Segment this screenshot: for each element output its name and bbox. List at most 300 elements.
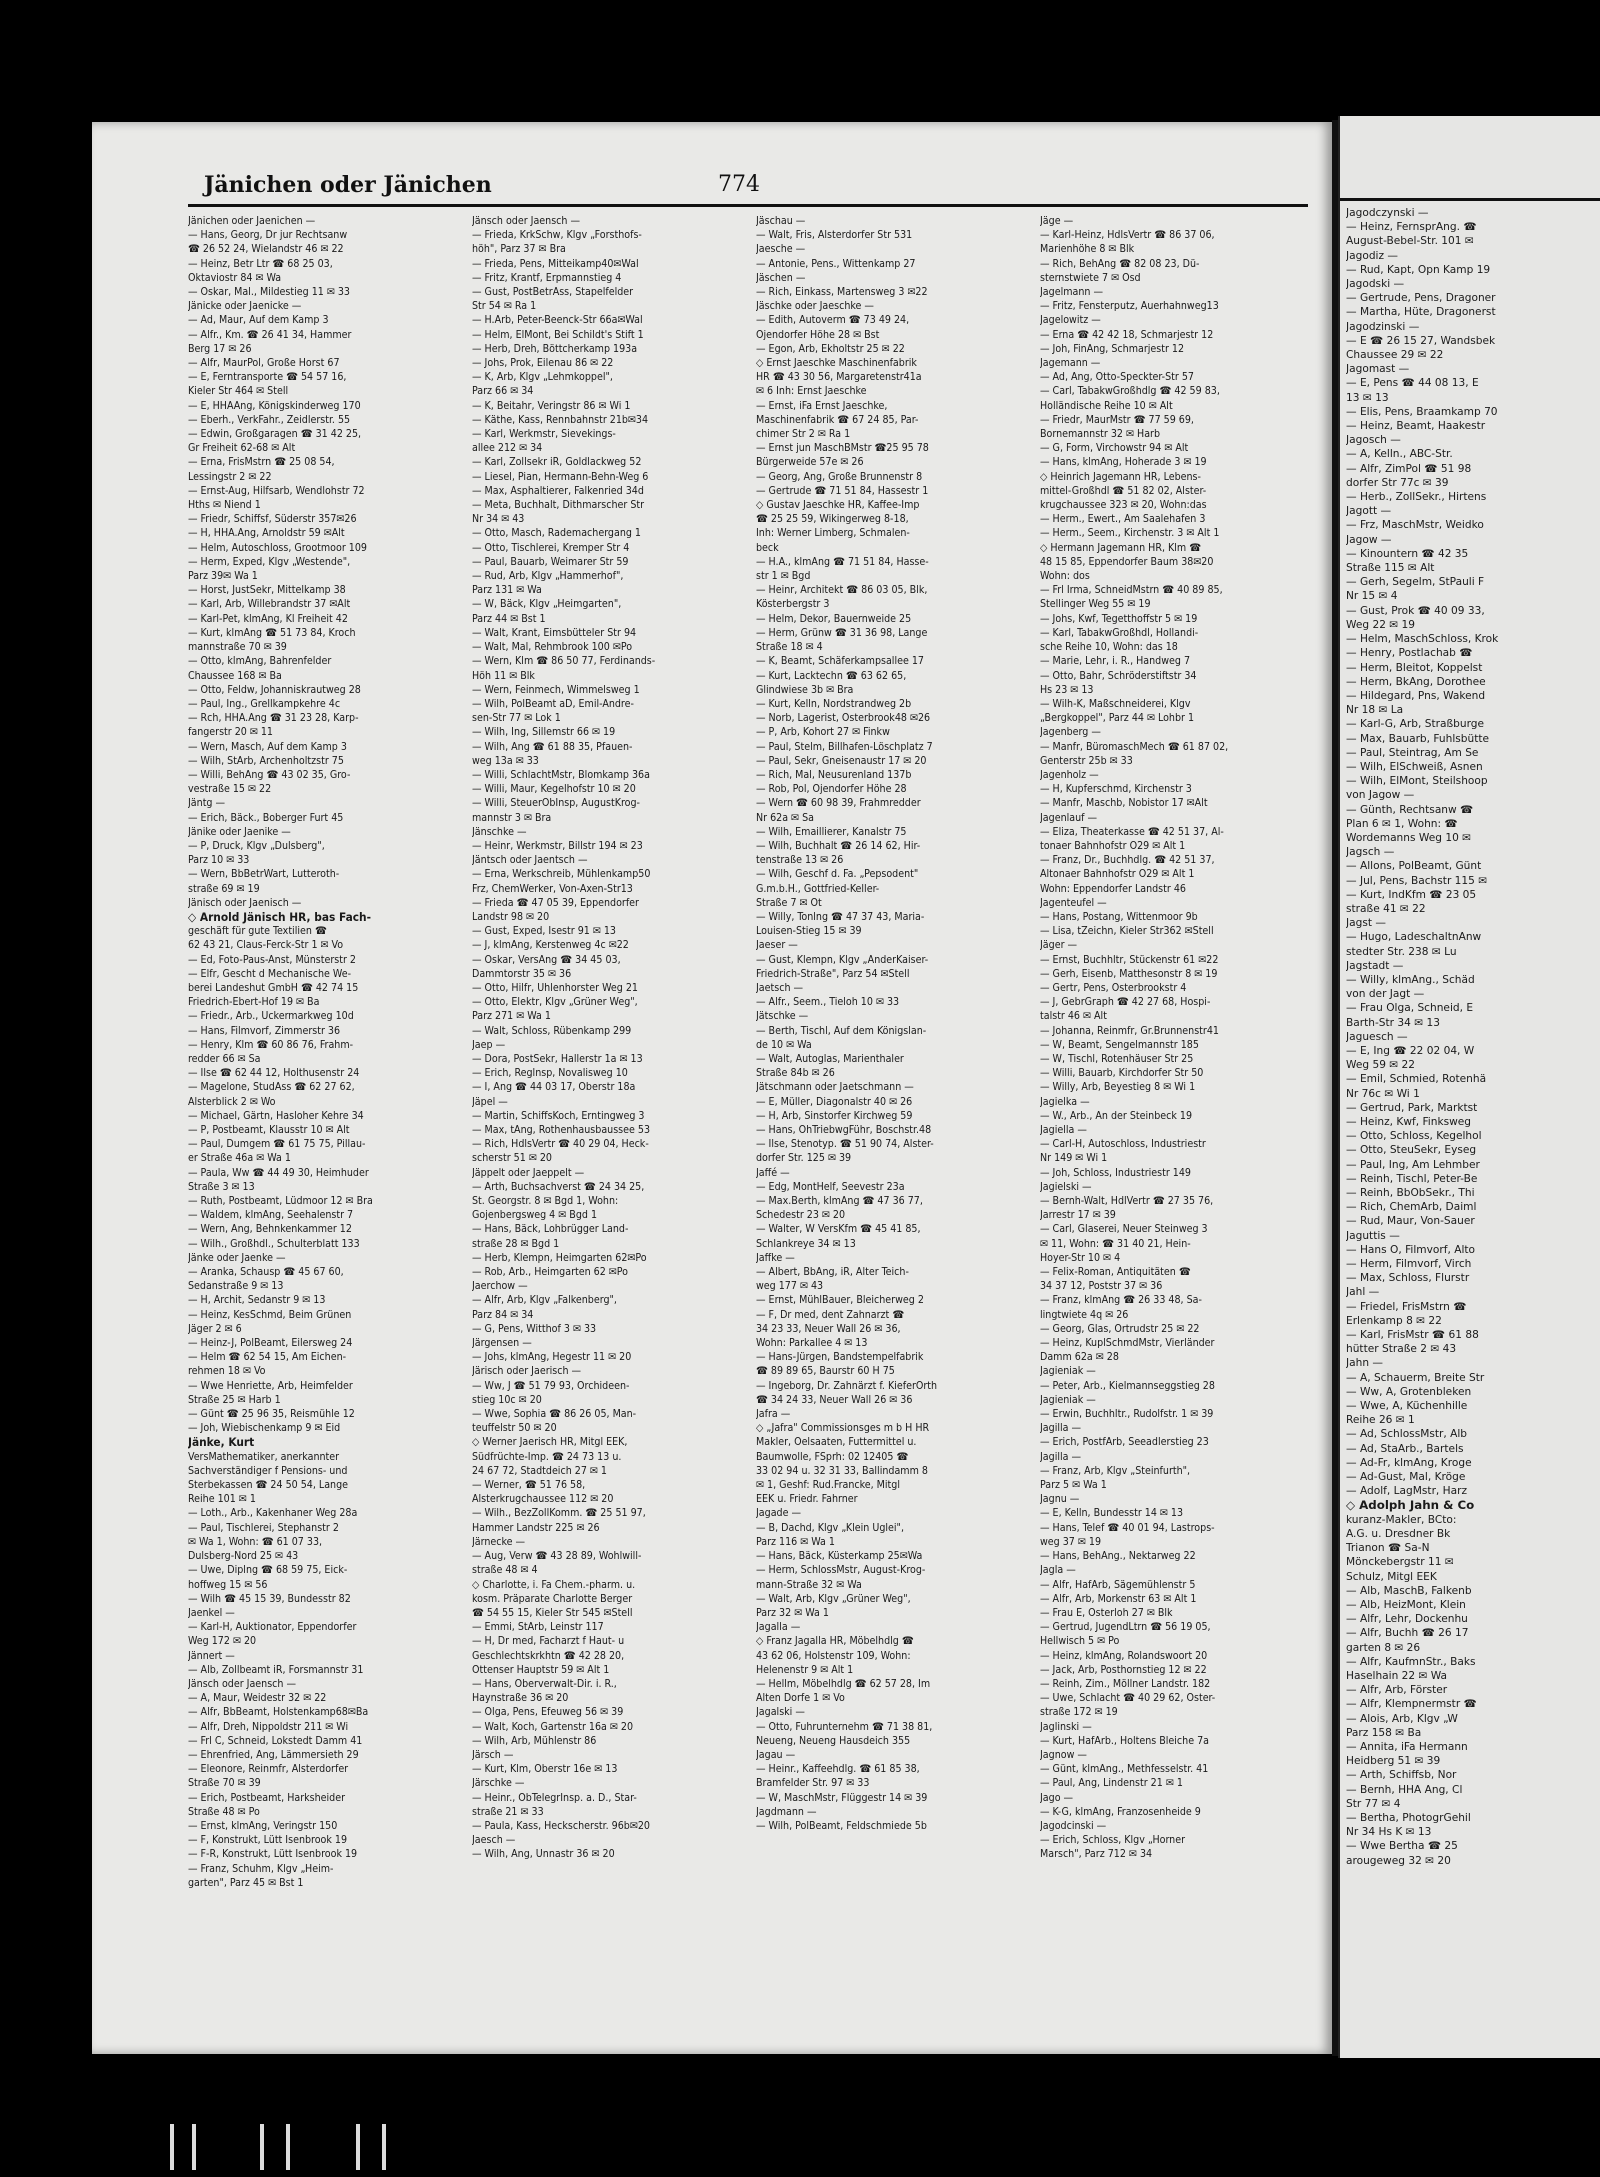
page-header [92, 122, 1332, 208]
directory-entry-line: Friedrich-Straße", Parz 54 ✉Stell [756, 967, 910, 980]
directory-entry-line: — Wilh, Geschf d. Fa. „Pepsodent" [756, 868, 919, 881]
directory-entry-line: — Walt, Mal, Rehmbrook 100 ✉Po [472, 641, 633, 654]
directory-entry-line: — J, GebrGraph ☎ 42 27 68, Hospi- [1040, 996, 1211, 1009]
directory-entry-line: — Erna, Werkschreib, Mühlenkamp50 [472, 868, 651, 881]
directory-entry-line: — Antonie, Pens., Wittenkamp 27 [756, 257, 916, 270]
directory-entry-line: Jagelmann — [1040, 286, 1103, 299]
directory-entry-line: Järnecke — [472, 1535, 526, 1548]
directory-entry-line: — Paula, Kass, Heckscherstr. 96b✉20 [472, 1819, 650, 1832]
directory-entry-line: Holländische Reihe 10 ✉ Alt [1040, 399, 1173, 412]
directory-entry-line: — Hans, Filmvorf, Zimmerstr 36 [188, 1024, 341, 1037]
directory-entry-line: — Gertrud, JugendLtrn ☎ 56 19 05, [1040, 1621, 1211, 1634]
directory-entry-line: — Georg, Glas, Ortrudstr 25 ✉ 22 [1040, 1322, 1200, 1335]
directory-entry-line: Jagenlauf — [1040, 811, 1098, 824]
directory-entry-line: — Heinz, Kwf, Finksweg [1346, 1116, 1472, 1128]
directory-entry-line: — Rich, Einkass, Martensweg 3 ✉22 [756, 286, 928, 299]
directory-entry-line: Höh 11 ✉ Blk [472, 669, 535, 682]
directory-entry-line: — Hans, OhTriebwgFühr, Boschstr.48 [756, 1124, 932, 1136]
directory-entry-line: — Otto, Fuhrunternehm ☎ 71 38 81, [756, 1720, 933, 1733]
directory-entry-line: Straße 84b ✉ 26 [756, 1067, 835, 1080]
directory-entry-line: — Heinz, KesSchmd, Beim Grünen [188, 1308, 352, 1321]
directory-entry-line: — Karl, Arb, Willebrandstr 37 ✉Alt [188, 598, 351, 611]
directory-entry-line: Jahl — [1346, 1286, 1380, 1299]
directory-entry-line: Sedanstraße 9 ✉ 13 [188, 1280, 284, 1293]
directory-entry-line: Parz 84 ✉ 34 [472, 1308, 534, 1321]
directory-entry-line: mann-Straße 32 ✉ Wa [756, 1578, 862, 1591]
directory-entry-line: Trianon ☎ Sa-N [1346, 1542, 1430, 1555]
directory-entry-line: — Rich, BehAng ☎ 82 08 23, Dü- [1040, 257, 1200, 270]
directory-entry-line: — Willi, Bauarb, Kirchdorfer Str 50 [1040, 1067, 1204, 1080]
directory-entry-line: — Heinz, klmAng, Rolandswoort 20 [1040, 1649, 1208, 1662]
directory-entry-line: — Gerh, Segelm, StPauli F [1346, 576, 1485, 589]
directory-entry-line: — Rob, Arb., Heimgarten 62 ✉Po [472, 1266, 628, 1279]
directory-entry-line: — Alb, Zollbeamt iR, Forsmannstr 31 [188, 1663, 364, 1676]
directory-columns [188, 214, 1308, 2034]
directory-entry-line: Parz 116 ✉ Wa 1 [756, 1535, 835, 1548]
directory-entry-line: — Felix-Roman, Antiquitäten ☎ [1040, 1266, 1191, 1279]
directory-entry-line: — Herm, Bleitot, Koppelst [1346, 661, 1483, 674]
directory-entry-line: — Helm, ElMont, Bei Schildt's Stift 1 [472, 328, 644, 341]
directory-entry-line: — I, Ang ☎ 44 03 17, Oberstr 18a [472, 1081, 636, 1094]
directory-entry-line: ☎ 26 52 24, Wielandstr 46 ✉ 22 [188, 243, 344, 256]
directory-entry-line: Wohn: Parkallee 4 ✉ 13 [756, 1337, 868, 1350]
directory-entry-line: Alten Dorfe 1 ✉ Vo [756, 1692, 845, 1705]
directory-entry-line: — Paul, Tischlerei, Stephanstr 2 [188, 1521, 339, 1534]
directory-entry-line: — K, Beamt, Schäferkampsallee 17 [756, 655, 924, 668]
directory-entry-line: — Werner, ☎ 51 76 58, [472, 1479, 586, 1492]
directory-entry-line: Jagalski — [756, 1706, 805, 1719]
directory-entry-line: straße 21 ✉ 33 [472, 1805, 544, 1818]
directory-entry-line: — Alfr, ZimPol ☎ 51 98 [1346, 462, 1472, 475]
directory-entry-line: Jafra — [756, 1408, 791, 1421]
directory-entry-line: — Herm., Seem., Kirchenstr. 3 ✉ Alt 1 [1040, 527, 1220, 540]
directory-entry-line: — Ilse ☎ 62 44 12, Holthusenstr 24 [188, 1067, 360, 1080]
directory-entry-line: tenstraße 13 ✉ 26 [756, 854, 844, 867]
directory-entry-line: geschäft für gute Textilien ☎ [188, 925, 327, 938]
directory-entry-line: — Paula, Ww ☎ 44 49 30, Heimhuder [188, 1166, 369, 1179]
directory-entry-line: — Frieda, KrkSchw, Klgv „Forsthofs- [472, 229, 642, 242]
directory-entry-line: Nr 34 Hs K ✉ 13 [1346, 1826, 1432, 1839]
directory-entry-line: — Allons, PolBeamt, Günt [1346, 860, 1482, 873]
directory-entry-line: Parz 131 ✉ Wa [472, 584, 542, 597]
directory-entry-line: — Ad, Maur, Auf dem Kamp 3 [188, 314, 329, 327]
directory-entry-line: — Alb, HeizMont, Klein [1346, 1598, 1466, 1611]
directory-page-left [92, 122, 1332, 2054]
directory-entry-line: er Straße 46a ✉ Wa 1 [188, 1152, 291, 1165]
directory-entry-line: Marsch", Parz 712 ✉ 34 [1040, 1848, 1153, 1861]
edge-mark [382, 2124, 386, 2170]
directory-entry-line: — Bernh-Walt, HdlVertr ☎ 27 35 76, [1040, 1195, 1214, 1208]
directory-entry-line: — Marie, Lehr, i. R., Handweg 7 [1040, 655, 1191, 668]
edge-mark [286, 2124, 290, 2170]
directory-entry-line: — Walt, Autoglas, Marienthaler [756, 1052, 904, 1065]
directory-entry-line: Jagade — [756, 1507, 802, 1520]
directory-entry-line: Hoyer-Str 10 ✉ 4 [1040, 1251, 1121, 1264]
directory-entry-line: Geschlechtskrkhtn ☎ 42 28 20, [472, 1649, 625, 1662]
directory-entry-line: — Alfr., Seem., Tieloh 10 ✉ 33 [756, 996, 900, 1009]
directory-entry-line: Jäschau — [756, 215, 806, 227]
directory-entry-line: — Hans, Telef ☎ 40 01 94, Lastrops- [1040, 1521, 1215, 1534]
directory-entry-line: — Günt ☎ 25 96 35, Reismühle 12 [188, 1408, 355, 1421]
directory-entry-line: weg 13a ✉ 33 [472, 754, 539, 767]
directory-entry-line: — Wilh, Emaillierer, Kanalstr 75 [756, 825, 907, 838]
directory-entry-line: Schedestr 23 ✉ 20 [756, 1209, 846, 1222]
directory-entry-line: Landstr 98 ✉ 20 [472, 910, 550, 923]
directory-entry-line: straße 48 ✉ 4 [472, 1564, 538, 1577]
directory-entry-line: Parz 66 ✉ 34 [472, 385, 534, 398]
directory-entry-line: Baumwolle, FSprh: 02 12405 ☎ [756, 1450, 909, 1463]
directory-entry-line: — Otto, Schloss, Kegelhol [1346, 1130, 1482, 1143]
directory-entry-line: Jagodzinski — [1346, 320, 1420, 333]
directory-entry-line: Altonaer Bahnhofstr O29 ✉ Alt 1 [1040, 868, 1195, 881]
directory-entry-line: — Ww, A, Grotenbleken [1346, 1385, 1472, 1398]
directory-entry-line: Inh: Werner Limberg, Schmalen- [756, 527, 910, 540]
directory-entry-line: — Rud, Maur, Von-Sauer [1346, 1215, 1475, 1228]
directory-entry-line: — Walt, Arb, Klgv „Grüner Weg", [756, 1592, 911, 1605]
directory-entry-line: — F, Dr med, dent Zahnarzt ☎ [756, 1308, 905, 1321]
directory-entry-line: VersMathematiker, anerkannter [188, 1450, 340, 1463]
directory-entry-line: — Gertrud, Park, Marktst [1346, 1101, 1478, 1114]
directory-entry-line: Jagosch — [1346, 434, 1401, 447]
directory-entry-line: Jätschmann oder Jaetschmann — [756, 1081, 914, 1094]
directory-entry-line: — Rich, HdlsVertr ☎ 40 29 04, Heck- [472, 1138, 649, 1151]
directory-entry-line: Straße 18 ✉ 4 [756, 641, 823, 654]
directory-entry-line: — Paul, Dumgem ☎ 61 75 75, Pillau- [188, 1138, 366, 1151]
directory-entry-line: — E, HHAAng, Königskinderweg 170 [188, 399, 361, 412]
directory-entry-line: — Willi, SteuerObInsp, AugustKrog- [472, 797, 640, 810]
directory-entry-line: Straße 3 ✉ 13 [188, 1180, 255, 1193]
directory-entry-line: — Loth., Arb., Kakenhaner Weg 28a [188, 1507, 358, 1520]
directory-entry-line: — Annita, iFa Hermann [1346, 1740, 1468, 1753]
directory-entry-line: — G, Pens, Witthof 3 ✉ 33 [472, 1322, 597, 1335]
directory-entry-line: — Heinz, KuplSchmdMstr, Vierländer [1040, 1337, 1215, 1350]
directory-entry-line: kuranz-Makler, BCto: [1346, 1513, 1457, 1526]
directory-entry-line: — Gerh, Eisenb, Matthesonstr 8 ✉ 19 [1040, 967, 1218, 980]
directory-entry-line: — Wwe, A, Küchenhille [1346, 1400, 1468, 1413]
directory-entry-line: — Ruth, Postbeamt, Lüdmoor 12 ✉ Bra [188, 1195, 373, 1208]
directory-entry-line: — Otto, Hilfr, Uhlenhorster Weg 21 [472, 981, 638, 994]
directory-entry-line: ✉ Wa 1, Wohn: ☎ 61 07 33, [188, 1535, 323, 1548]
directory-entry-line: — Wwe Henriette, Arb, Heimfelder [188, 1379, 353, 1392]
directory-entry-line: 43 62 06, Holstenstr 109, Wohn: [756, 1649, 911, 1662]
directory-entry-line: — W, Bäck, Klgv „Heimgarten", [472, 598, 622, 611]
directory-entry-line: Nr 62a ✉ Sa [756, 811, 814, 824]
directory-entry-line: — Frau Olga, Schneid, E [1346, 1002, 1474, 1015]
directory-entry-line: Neueng, Neueng Hausdeich 355 [756, 1734, 911, 1747]
directory-entry-line: ◇ Arnold Jänisch HR, bas Fach- [188, 909, 371, 924]
directory-entry-line: — Heinz, Beamt, Haakestr [1346, 420, 1486, 433]
directory-entry-line: Nr 76c ✉ Wi 1 [1346, 1087, 1420, 1100]
directory-entry-line: St. Georgstr. 8 ✉ Bgd 1, Wohn: [472, 1195, 619, 1208]
directory-entry-line: — Rob, Pol, Ojendorfer Höhe 28 [756, 783, 907, 796]
directory-entry-line: — Jul, Pens, Bachstr 115 ✉ [1346, 874, 1488, 887]
directory-entry-line: — Norb, Lagerist, Osterbrook48 ✉26 [756, 712, 931, 725]
directory-entry-line: — P, Druck, Klgv „Dulsberg", [188, 839, 325, 852]
directory-entry-line: mittel-Großhdl ☎ 51 82 02, Alster- [1040, 484, 1207, 497]
directory-entry-line: Jagodcinski — [1040, 1819, 1107, 1832]
directory-entry-line: dorfer Str 77c ✉ 39 [1346, 476, 1449, 489]
directory-entry-line: — Wern, Klm ☎ 86 50 77, Ferdinands- [472, 655, 656, 668]
directory-entry-line: Jaeser — [756, 939, 798, 952]
directory-entry-line: — Karl, Zollsekr iR, Goldlackweg 52 [472, 456, 642, 469]
directory-entry-line: — Helm, Dekor, Bauernweide 25 [756, 612, 912, 625]
directory-entry-line: — Ad, StaArb., Bartels [1346, 1442, 1464, 1455]
directory-entry-line: Parz 5 ✉ Wa 1 [1040, 1479, 1107, 1492]
directory-entry-line: — Ernst, Buchhltr, Stückenstr 61 ✉22 [1040, 953, 1219, 966]
directory-entry-line: garten", Parz 45 ✉ Bst 1 [188, 1876, 304, 1889]
directory-entry-line: Reihe 26 ✉ 1 [1346, 1414, 1415, 1427]
directory-entry-line: sternstwiete 7 ✉ Osd [1040, 271, 1141, 284]
directory-entry-line: Jätschke — [756, 1010, 809, 1023]
directory-entry-line: Maschinenfabrik ☎ 67 24 85, Par- [756, 413, 919, 426]
directory-entry-line: Jagst — [1346, 917, 1386, 930]
directory-entry-line: 62 43 21, Claus-Ferck-Str 1 ✉ Vo [188, 939, 344, 952]
directory-entry-line: scherstr 51 ✉ 20 [472, 1152, 552, 1165]
directory-entry-line: — Karl-Heinz, HdlsVertr ☎ 86 37 06, [1040, 229, 1215, 242]
directory-entry-line: Jäppelt oder Jaeppelt — [472, 1166, 585, 1179]
directory-entry-line: Sterbekassen ☎ 24 50 54, Lange [188, 1479, 349, 1492]
directory-entry-line: Dammtorstr 35 ✉ 36 [472, 967, 572, 980]
directory-entry-line: Alsterkrugchaussee 112 ✉ 20 [472, 1493, 614, 1506]
directory-entry-line: — Friedr, MaurMstr ☎ 77 59 69, [1040, 413, 1194, 426]
directory-entry-line: — Gust, Klempn, Klgv „AnderKaiser- [756, 953, 929, 966]
directory-entry-line: — Erwin, Buchhltr., Rudolfstr. 1 ✉ 39 [1040, 1408, 1214, 1421]
directory-entry-line: Jagsch — [1346, 846, 1395, 859]
directory-entry-line: Jäschke oder Jaeschke — [756, 300, 874, 313]
directory-entry-line: — Wilh, ElSchweiß, Asnen [1346, 760, 1483, 773]
directory-entry-line: — Alfr, Buchh ☎ 26 17 [1346, 1627, 1469, 1640]
directory-entry-line: — W, Beamt, Sengelmannstr 185 [1040, 1038, 1199, 1051]
directory-entry-line: — Alfr, Dreh, Nippoldstr 211 ✉ Wi [188, 1720, 349, 1733]
directory-entry-line: 24 67 72, Stadtdeich 27 ✉ 1 [472, 1464, 607, 1477]
directory-entry-line: Weg 22 ✉ 19 [1346, 618, 1416, 631]
directory-entry-line: — Uwe, Schlacht ☎ 40 29 62, Oster- [1040, 1692, 1216, 1705]
directory-entry-line: — Karl, TabakwGroßhdl, Hollandi- [1040, 626, 1199, 639]
directory-entry-line: Frz, ChemWerker, Von-Axen-Str13 [472, 882, 633, 895]
directory-entry-line: Jäger — [1040, 939, 1078, 952]
directory-entry-line: — E, Ferntransporte ☎ 54 57 16, [188, 371, 347, 384]
directory-entry-line: Bürgerweide 57e ✉ 26 [756, 456, 864, 469]
directory-entry-line: — Karl-G, Arb, Straßburge [1346, 718, 1484, 731]
directory-entry-line: — Wilh, Ang, Unnastr 36 ✉ 20 [472, 1848, 615, 1861]
directory-entry-line: — Ad-Fr, klmAng, Kroge [1346, 1456, 1472, 1469]
directory-entry-line: — Heinr., ObTelegrInsp. a. D., Star- [472, 1791, 637, 1804]
directory-entry-line: — Ww, J ☎ 51 79 93, Orchideen- [472, 1379, 630, 1392]
directory-entry-line: Kösterbergstr 3 [756, 598, 830, 611]
directory-entry-line: — Kurt, Klm, Oberstr 16e ✉ 13 [472, 1763, 618, 1776]
directory-entry-line: — Willy, klmAng., Schäd [1346, 973, 1475, 986]
directory-entry-line: — Hans, Bäck, Lohbrügger Land- [472, 1223, 629, 1236]
directory-entry-line: — Rch, HHA.Ang ☎ 31 23 28, Karp- [188, 712, 359, 725]
directory-entry-line: Genterstr 25b ✉ 33 [1040, 754, 1133, 767]
directory-entry-line: talstr 46 ✉ Alt [1040, 1010, 1107, 1023]
directory-entry-line: — Heinr, Architekt ☎ 86 03 05, Blk, [756, 584, 928, 597]
column-3 [756, 214, 1028, 2034]
directory-entry-line: Schlankreye 34 ✉ 13 [756, 1237, 856, 1250]
directory-entry-line: Louisen-Stieg 15 ✉ 39 [756, 925, 862, 938]
directory-entry-line: — B, Dachd, Klgv „Klein Uglei", [756, 1521, 904, 1534]
directory-entry-line: — Ad-Gust, Mal, Kröge [1346, 1471, 1466, 1484]
directory-entry-line: — Friedr, Schiffsf, Süderstr 357✉26 [188, 513, 357, 526]
directory-entry-line: Weg 59 ✉ 22 [1346, 1059, 1416, 1072]
directory-entry-line: — Uwe, Diplng ☎ 68 59 75, Eick- [188, 1564, 348, 1577]
directory-entry-line: — Wilh., Großhdl., Schulterblatt 133 [188, 1237, 360, 1250]
directory-entry-line: Friedrich-Ebert-Hof 19 ✉ Ba [188, 996, 320, 1009]
directory-entry-line: — Herm, SchlossMstr, August-Krog- [756, 1564, 926, 1577]
directory-entry-line: — W, Tischl, Rotenhäuser Str 25 [1040, 1052, 1194, 1065]
directory-entry-line: — Hildegard, Pns, Wakend [1346, 689, 1486, 702]
directory-entry-line: — Karl, FrisMstr ☎ 61 88 [1346, 1329, 1479, 1342]
directory-entry-line: — Gust, PostBetrAss, Stapelfelder [472, 286, 634, 299]
directory-entry-line: Jagemann — [1040, 357, 1101, 370]
directory-entry-line: — Johs, Kwf, Tegetthoffstr 5 ✉ 19 [1040, 612, 1198, 625]
directory-entry-line: — Aranka, Schausp ☎ 45 67 60, [188, 1266, 344, 1279]
directory-entry-line: Nr 34 ✉ 43 [472, 513, 525, 526]
directory-entry-line: tonaer Bahnhofstr O29 ✉ Alt 1 [1040, 839, 1186, 852]
directory-entry-line: dorfer Str. 125 ✉ 39 [756, 1152, 852, 1165]
directory-entry-line: ☎ 25 25 59, Wikingerweg 8-18, [756, 513, 909, 526]
directory-entry-line: — Herm, BkAng, Dorothee [1346, 675, 1486, 688]
directory-entry-line: — Olga, Pens, Efeuweg 56 ✉ 39 [472, 1706, 624, 1719]
directory-entry-line: — E, Pens ☎ 44 08 13, E [1346, 377, 1479, 390]
directory-entry-line: — Ingeborg, Dr. Zahnärzt f. KieferOrth [756, 1379, 938, 1392]
directory-entry-line: Jäge — [1040, 215, 1074, 227]
directory-entry-line: Jagiella — [1040, 1124, 1087, 1136]
directory-entry-line: — Wern, Feinmech, Wimmelsweg 1 [472, 683, 640, 696]
directory-entry-line: — Alfr, HafArb, Sägemühlenstr 5 [1040, 1578, 1196, 1591]
directory-entry-line: — Gertrude, Pens, Dragoner [1346, 292, 1496, 305]
directory-entry-line: — Ernst, iFa Ernst Jaeschke, [756, 399, 888, 412]
directory-entry-line: — Elfr, Gescht d Mechanische We- [188, 967, 352, 980]
directory-entry-line: — Wern ☎ 60 98 39, Frahmredder [756, 797, 921, 810]
directory-entry-line: — Willi, SchlachtMstr, Blomkamp 36a [472, 768, 650, 781]
directory-entry-line: — Emmi, StArb, Leinstr 117 [472, 1621, 604, 1634]
directory-entry-line: — Otto, SteuSekr, Eyseg [1346, 1144, 1477, 1157]
directory-entry-line: EEK u. Friedr. Fahrner [756, 1493, 858, 1506]
directory-entry-line: — Adolf, LagMstr, Harz [1346, 1485, 1468, 1498]
directory-entry-line: Jaguttis — [1346, 1229, 1400, 1242]
directory-entry-line: — Heinz, FernsprAng. ☎ [1346, 221, 1477, 234]
directory-entry-line: — Alfr, KaufmnStr., Baks [1346, 1655, 1476, 1668]
directory-entry-line: Jänschke — [472, 825, 527, 838]
directory-entry-line: — Paul, Sekr, Gneisenaustr 17 ✉ 20 [756, 754, 927, 767]
directory-entry-line: — Alfr, Arb, Morkenstr 63 ✉ Alt 1 [1040, 1592, 1197, 1605]
directory-entry-line: Parz 44 ✉ Bst 1 [472, 612, 546, 625]
directory-entry-line: — H, HHA.Ang, Arnoldstr 59 ✉Alt [188, 527, 345, 540]
directory-entry-line: — Helm, Autoschloss, Grootmoor 109 [188, 541, 367, 554]
directory-entry-line: — Egon, Arb, Ekholtstr 25 ✉ 22 [756, 342, 905, 355]
directory-entry-line: Jaerchow — [472, 1280, 528, 1293]
directory-entry-line: Jaguesch — [1346, 1030, 1408, 1043]
directory-entry-line: — Helm, MaschSchloss, Krok [1346, 633, 1499, 646]
directory-entry-line: arougeweg 32 ✉ 20 [1346, 1854, 1451, 1867]
directory-entry-line: — Alfr, MaurPol, Große Horst 67 [188, 357, 340, 370]
directory-entry-line: Dulsberg-Nord 25 ✉ 43 [188, 1550, 299, 1563]
directory-entry-line: — Eberh., VerkFahr., Zeidlerstr. 55 [188, 413, 351, 426]
directory-entry-line: A.G. u. Dresdner Bk [1346, 1527, 1451, 1540]
directory-entry-line: Jagielski — [1040, 1180, 1092, 1193]
directory-entry-line: Järgensen — [472, 1337, 532, 1350]
directory-entry-line: — Willy, Arb, Beyestieg 8 ✉ Wi 1 [1040, 1081, 1196, 1094]
directory-entry-line: — K, Arb, Klgv „Lehmkoppel", [472, 371, 613, 384]
directory-entry-line: — Ad, SchlossMstr, Alb [1346, 1428, 1468, 1441]
directory-entry-line: — Herm., Ewert., Am Saalehafen 3 [1040, 513, 1206, 526]
directory-entry-line: Wohn: Eppendorfer Landstr 46 [1040, 882, 1186, 895]
directory-entry-line: — Max, Bauarb, Fuhlsbütte [1346, 732, 1490, 745]
directory-entry-line: — Michael, Gärtn, Hasloher Kehre 34 [188, 1109, 364, 1122]
directory-entry-line: Alsterblick 2 ✉ Wo [188, 1095, 276, 1108]
directory-entry-line: Parz 271 ✉ Wa 1 [472, 1010, 551, 1023]
directory-entry-line: — Martin, SchiffsKoch, Erntingweg 3 [472, 1109, 645, 1122]
directory-entry-line: — Wilh-K, Maßschneiderei, Klgv [1040, 697, 1191, 710]
directory-entry-line: — Wern, Ang, Behnkenkammer 12 [188, 1223, 352, 1236]
directory-entry-line: Glindwiese 3b ✉ Bra [756, 683, 854, 696]
directory-entry-line: straße 69 ✉ 19 [188, 882, 260, 895]
directory-entry-line: — Ernst-Aug, Hilfsarb, Wendlohstr 72 [188, 484, 365, 497]
film-edge-marks [170, 2110, 470, 2170]
directory-entry-line: — Eleonore, Reinmfr, Alsterdorfer [188, 1763, 349, 1776]
directory-entry-line: — Bernh, HHA Ang, Cl [1346, 1783, 1463, 1796]
directory-entry-line: fangerstr 20 ✉ 11 [188, 726, 273, 739]
directory-entry-line: hoffweg 15 ✉ 56 [188, 1578, 268, 1591]
directory-entry-line: Berg 17 ✉ 26 [188, 342, 252, 355]
directory-entry-line: HR ☎ 43 30 56, Margaretenstr41a [756, 371, 922, 384]
directory-entry-line: — Rud, Arb, Klgv „Hammerhof", [472, 570, 624, 583]
directory-entry-line: — Herm, Grünw ☎ 31 36 98, Lange [756, 626, 928, 639]
directory-entry-line: Jäschen — [756, 271, 806, 284]
directory-entry-line: Straße 7 ✉ Ot [756, 896, 822, 909]
directory-entry-line: — Paul, Ing., Grellkampkehre 4c [188, 697, 341, 710]
directory-entry-line: — Rich, ChemArb, Daiml [1346, 1201, 1477, 1214]
directory-entry-line: Marienhöhe 8 ✉ Blk [1040, 243, 1135, 256]
directory-entry-line: — E, Müller, Diagonalstr 40 ✉ 26 [756, 1095, 913, 1108]
directory-entry-line: Reihe 101 ✉ 1 [188, 1493, 256, 1506]
directory-entry-line: weg 37 ✉ 19 [1040, 1535, 1102, 1548]
header-rule-right [1340, 198, 1600, 201]
directory-entry-line: — Otto, klmAng, Bahrenfelder [188, 655, 332, 668]
directory-entry-line: — H, Dr med, Facharzt f Haut- u [472, 1635, 625, 1648]
directory-entry-line: Jagstadt — [1346, 959, 1404, 972]
directory-entry-line: Mönckebergstr 11 ✉ [1346, 1556, 1454, 1569]
directory-entry-line: beck [756, 541, 779, 554]
directory-entry-line: — Walt, Fris, Alsterdorfer Str 531 [756, 229, 913, 242]
directory-entry-line: — Erna, FrisMstrn ☎ 25 08 54, [188, 456, 335, 469]
directory-entry-line: Parz 32 ✉ Wa 1 [756, 1606, 829, 1619]
directory-entry-line: ◇ Franz Jagalla HR, Möbelhdlg ☎ [756, 1635, 914, 1648]
directory-entry-line: — H, Kupferschmd, Kirchenstr 3 [1040, 783, 1192, 796]
directory-entry-line: Damm 62a ✉ 28 [1040, 1351, 1119, 1364]
directory-entry-line: Jagenberg — [1040, 726, 1101, 739]
directory-entry-line: Straße 70 ✉ 39 [188, 1777, 261, 1790]
directory-entry-line: Nr 18 ✉ La [1346, 704, 1404, 717]
directory-entry-line: von der Jagt — [1346, 988, 1425, 1001]
directory-entry-line: — Franz, Arb, Klgv „Steinfurth", [1040, 1464, 1191, 1477]
directory-entry-line: — Manfr, Maschb, Nobistor 17 ✉Alt [1040, 797, 1208, 810]
directory-entry-line: hütter Straße 2 ✉ 43 [1346, 1343, 1457, 1356]
directory-entry-line: — Oskar, VersAng ☎ 34 45 03, [472, 953, 621, 966]
directory-entry-line: Hammer Landstr 225 ✉ 26 [472, 1521, 600, 1534]
directory-entry-line: — Willy, Tonlng ☎ 47 37 43, Maria- [756, 910, 925, 923]
directory-entry-line: Jagalla — [756, 1621, 801, 1634]
directory-entry-line: Jagieniak — [1040, 1393, 1096, 1406]
directory-entry-line: — Frieda ☎ 47 05 39, Eppendorfer [472, 896, 639, 909]
directory-entry-line: stedter Str. 238 ✉ Lu [1346, 945, 1457, 958]
directory-entry-line: Jarrestr 17 ✉ 39 [1040, 1209, 1116, 1222]
directory-entry-line: Schulz, Mitgl EEK [1346, 1570, 1437, 1583]
directory-entry-line: lingtwiete 4q ✉ 26 [1040, 1308, 1129, 1321]
directory-entry-line: — F, Konstrukt, Lütt Isenbrook 19 [188, 1834, 348, 1847]
directory-entry-line: Hs 23 ✉ 13 [1040, 683, 1094, 696]
